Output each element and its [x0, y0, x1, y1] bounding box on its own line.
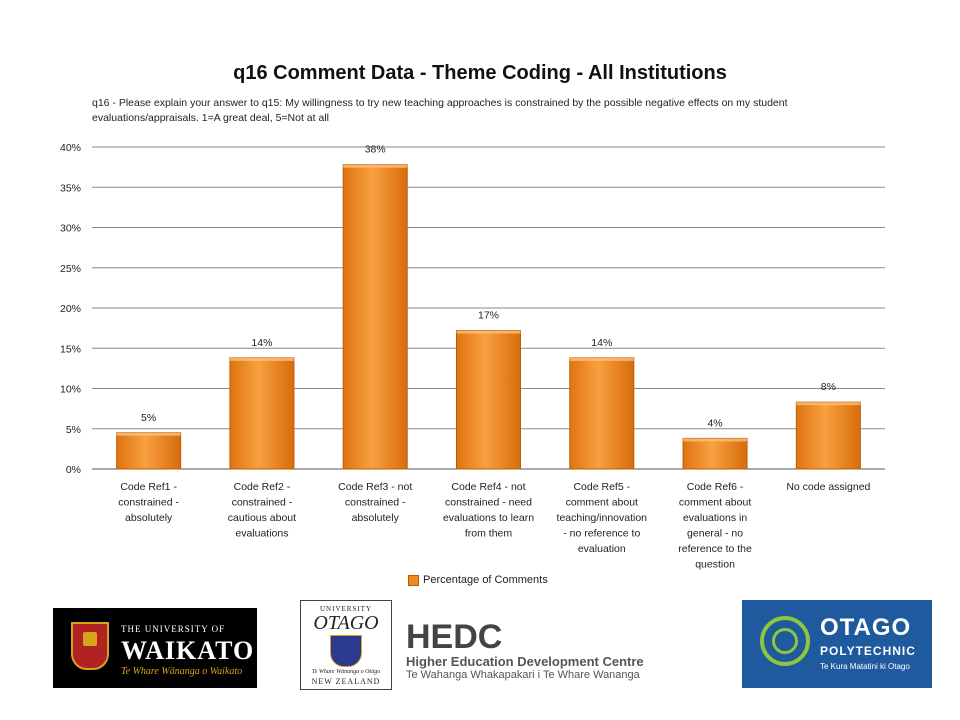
data-label: 4% [707, 417, 723, 430]
bar-highlight [796, 402, 860, 405]
data-label: 14% [591, 336, 613, 349]
data-label: 17% [477, 309, 500, 322]
polytechnic-ring-icon [760, 616, 810, 666]
x-tick-label: No code assigned [786, 481, 871, 493]
legend-swatch [408, 575, 419, 586]
hedc-logo-line2: Higher Education Development Centre [406, 654, 644, 669]
otago-logo-line1: UNIVERSITY [320, 605, 372, 613]
bar-highlight [457, 331, 521, 334]
y-tick-label: 40% [59, 142, 81, 154]
x-tick-label: Code Ref5 -comment about teaching/innovation - no reference to evaluation [556, 481, 648, 555]
bar [457, 331, 521, 469]
bar-highlight [343, 165, 407, 168]
legend [408, 574, 548, 586]
bar [683, 438, 747, 469]
bar-highlight [570, 358, 634, 361]
waikato-crest-icon [71, 622, 109, 670]
data-label: 5% [141, 411, 157, 424]
chart-subtitle: q16 - Please explain your answer to q15: My willingness to try new teaching approaches is constrained by the possible negative effects on my student evaluations/appraisals. 1=A great deal, 5=Not at all [92, 97, 788, 124]
waikato-logo-line2: WAIKATO [121, 636, 255, 665]
chart-title: q16 Comment Data - Theme Coding - All Institutions [233, 62, 727, 84]
x-tick-label: Code Ref6 -comment about evaluations in general - no reference to the question [678, 481, 752, 571]
otago-logo-line3: Te Whare Wānanga o Otāgo [311, 669, 381, 675]
waikato-logo-line3: Te Whare Wānanga o Waikato [121, 666, 243, 677]
y-tick-label: 20% [59, 303, 81, 315]
waikato-logo [53, 608, 257, 688]
y-tick-label: 0% [65, 464, 81, 476]
bar [570, 358, 634, 469]
bar [343, 165, 407, 469]
otago-logo-line2: OTAGO [313, 612, 379, 634]
bar-highlight [117, 433, 181, 436]
hedc-logo-line3: Te Wahanga Whakapakari i Te Whare Wananga [406, 669, 640, 681]
x-tick-label: Code Ref4 - not constrained - need evaluations to learn from them [442, 481, 535, 540]
y-tick-label: 10% [59, 383, 81, 396]
y-tick-label: 35% [59, 182, 81, 195]
y-tick-label: 15% [59, 343, 81, 356]
data-label: 38% [364, 143, 386, 156]
x-axis-labels [118, 481, 870, 571]
legend-label: Percentage of Comments [423, 574, 548, 586]
y-tick-label: 30% [59, 222, 81, 235]
otago-polytechnic-logo [742, 600, 932, 688]
bar-highlight [230, 358, 294, 361]
bar [117, 433, 181, 469]
bar [230, 358, 294, 469]
bar-highlight [683, 438, 747, 441]
data-label: 14% [251, 336, 273, 349]
waikato-logo-line1: THE UNIVERSITY OF [121, 624, 226, 634]
otago-shield-icon [330, 635, 362, 667]
x-tick-label: Code Ref1 -constrained -absolutely [118, 481, 179, 524]
x-tick-label: Code Ref3 - not constrained -absolutely [338, 481, 413, 524]
polytechnic-logo-line3: Te Kura Matatini ki Otago [820, 662, 910, 671]
y-tick-label: 25% [59, 262, 81, 275]
otago-logo-line4: NEW ZEALAND [311, 677, 381, 686]
hedc-logo-line1: HEDC [406, 618, 503, 656]
y-tick-label: 5% [65, 423, 81, 436]
otago-logo [300, 600, 392, 690]
bar [796, 402, 860, 469]
hedc-logo [406, 620, 706, 680]
y-axis-ticks [60, 142, 81, 476]
x-tick-label: Code Ref2 -constrained -cautious about evaluations [227, 481, 297, 540]
data-label: 8% [820, 381, 836, 394]
polytechnic-logo-line2: POLYTECHNIC [820, 644, 916, 658]
polytechnic-logo-line1: OTAGO [820, 614, 912, 641]
